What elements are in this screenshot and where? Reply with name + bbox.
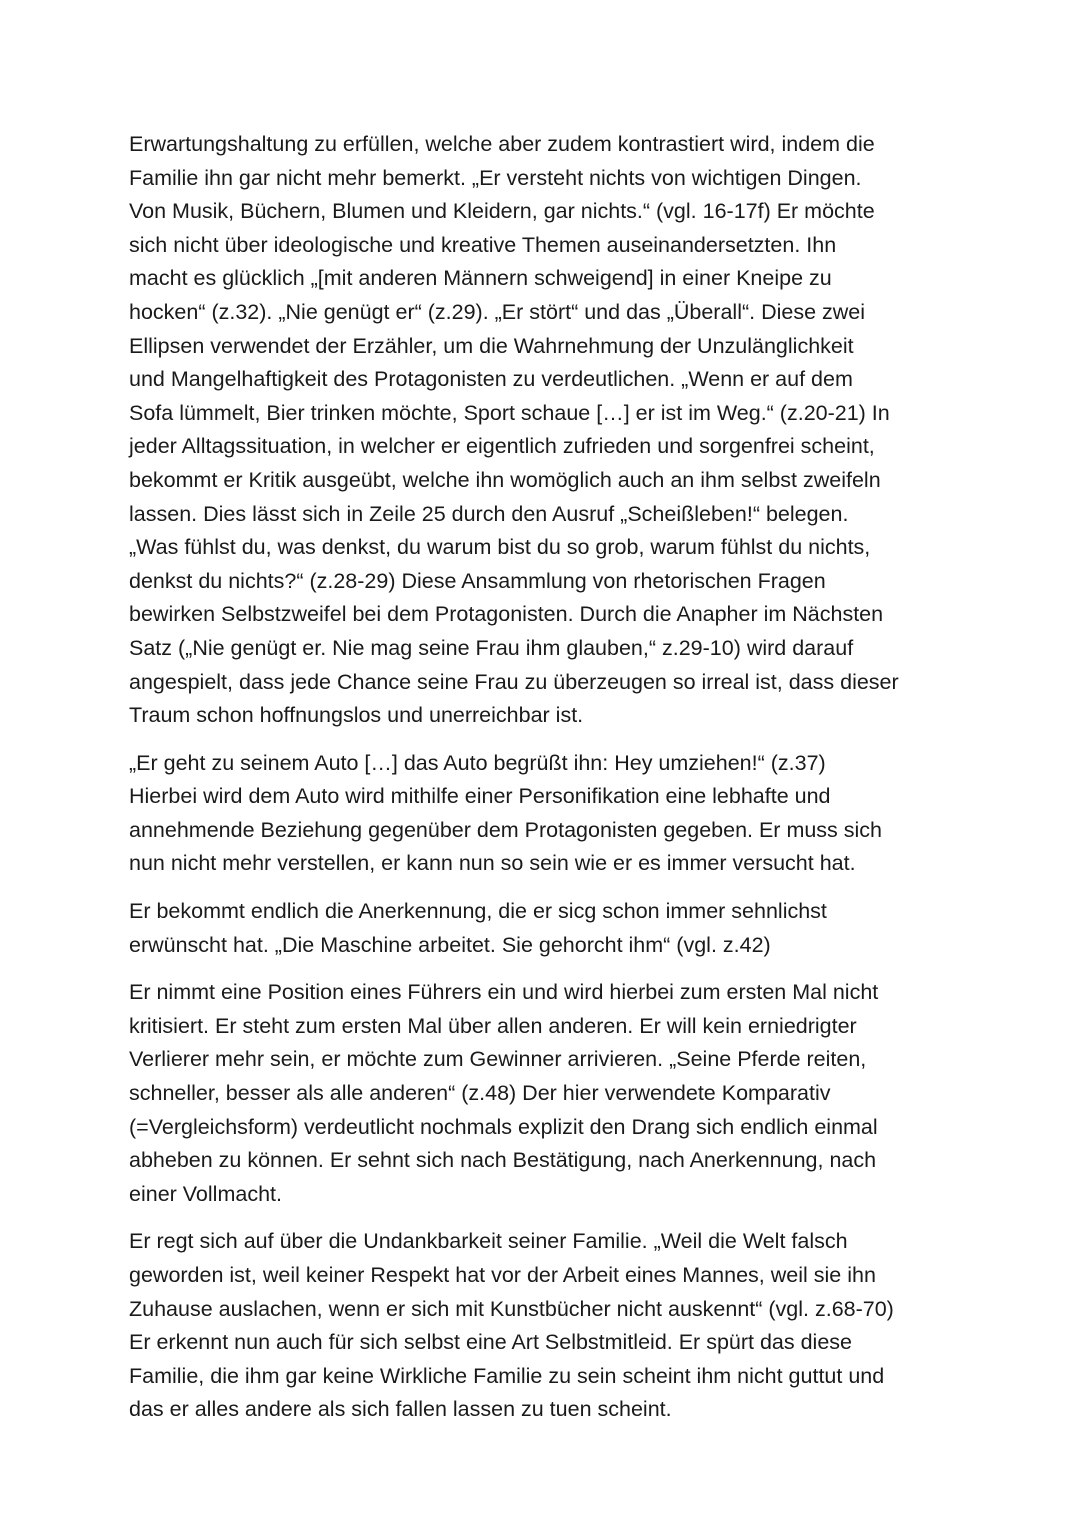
text-line: annehmende Beziehung gegenüber dem Protagonisten gegeben. Er muss sich	[129, 817, 883, 842]
text-line: Erwartungshaltung zu erfüllen, welche aber zudem kontrastiert wird, indem die	[129, 132, 875, 156]
paragraph-recognition	[129, 895, 969, 962]
text-line: „Er geht zu seinem Auto […] das Auto begrüßt ihn: Hey umziehen!“ (z.37)	[129, 750, 826, 775]
text-line: kritisiert. Er steht zum ersten Mal über allen anderen. Er will kein erniedrigter	[129, 1013, 857, 1038]
text-line: Er erkennt nun auch für sich selbst eine Art Selbstmitleid. Er spürt das diese	[129, 1330, 853, 1355]
text-line: Ellipsen verwendet der Erzähler, um die Wahrnehmung der Unzulänglichkeit	[129, 333, 854, 358]
paragraph-analysis-intro	[129, 128, 969, 733]
text-line: Er nimmt eine Position eines Führers ein und wird hierbei zum ersten Mal nicht	[129, 980, 879, 1005]
text-line: bekommt er Kritik ausgeübt, welche ihn womöglich auch an ihm selbst zweifeln	[129, 467, 881, 492]
text-line: Er bekommt endlich die Anerkennung, die er sicg schon immer sehnlichst	[129, 899, 827, 924]
text-line: Verlierer mehr sein, er möchte zum Gewinner arrivieren. „Seine Pferde reiten,	[129, 1047, 867, 1072]
text-line: Zuhause auslachen, wenn er sich mit Kunstbücher nicht auskennt“ (vgl. z.68-70)	[129, 1296, 894, 1321]
text-line: macht es glücklich „[mit anderen Männern schweigend] in einer Kneipe zu	[129, 266, 832, 291]
text-line: Familie, die ihm gar keine Wirkliche Familie zu sein scheint ihm nicht guttut und	[129, 1363, 885, 1388]
text-line: das er alles andere als sich fallen lassen zu tuen scheint.	[129, 1397, 672, 1422]
text-line: Er regt sich auf über die Undankbarkeit seiner Familie. „Weil die Welt falsch	[129, 1229, 848, 1254]
text-line: nun nicht mehr verstellen, er kann nun so sein wie er es immer versucht hat.	[129, 851, 856, 876]
text-line: angespielt, dass jede Chance seine Frau zu überzeugen so irreal ist, dass dieser	[129, 669, 899, 694]
text-line: erwünscht hat. „Die Maschine arbeitet. Sie gehorcht ihm“ (vgl. z.42)	[129, 932, 771, 957]
text-line: denkst du nichts?“ (z.28-29) Diese Ansammlung von rhetorischen Fragen	[129, 568, 826, 593]
text-line: bewirken Selbstzweifel bei dem Protagonisten. Durch die Anapher im Nächsten	[129, 602, 884, 627]
text-line: (=Vergleichsform) verdeutlicht nochmals explizit den Drang sich endlich einmal	[129, 1114, 878, 1139]
paragraph-leader-position	[129, 976, 969, 1211]
text-line: und Mangelhaftigkeit des Protagonisten zu verdeutlichen. „Wenn er auf dem	[129, 367, 853, 392]
text-line: Traum schon hoffnungslos und unerreichbar ist.	[129, 703, 584, 728]
text-line: abheben zu können. Er sehnt sich nach Bestätigung, nach Anerkennung, nach	[129, 1148, 877, 1173]
text-line: lassen. Dies lässt sich in Zeile 25 durch den Ausruf „Scheißleben!“ belegen.	[129, 501, 849, 526]
text-line: Von Musik, Büchern, Blumen und Kleidern, gar nichts.“ (vgl. 16-17f) Er möchte	[129, 199, 875, 224]
text-line: schneller, besser als alle anderen“ (z.48) Der hier verwendete Komparativ	[129, 1081, 831, 1106]
text-line: „Was fühlst du, was denkst, du warum bist du so grob, warum fühlst du nichts,	[129, 535, 871, 560]
paragraph-car-personification	[129, 747, 969, 881]
text-line: Sofa lümmelt, Bier trinken möchte, Sport schaue […] er ist im Weg.“ (z.20-21) In	[129, 400, 890, 425]
paragraph-ingratitude	[129, 1225, 969, 1427]
text-line: sich nicht über ideologische und kreative Themen auseinandersetzten. Ihn	[129, 232, 837, 257]
text-line: einer Vollmacht.	[129, 1181, 282, 1206]
text-line: hocken“ (z.32). „Nie genügt er“ (z.29). „Er stört“ und das „Überall“. Diese zwei	[129, 299, 866, 324]
text-line: Familie ihn gar nicht mehr bemerkt. „Er versteht nichts von wichtigen Dingen.	[129, 165, 862, 190]
text-line: geworden ist, weil keiner Respekt hat vor der Arbeit eines Mannes, weil sie ihn	[129, 1263, 876, 1287]
document-page	[129, 128, 969, 1441]
text-line: jeder Alltagssituation, in welcher er eigentlich zufrieden und sorgenfrei scheint,	[129, 434, 875, 459]
text-line: Hierbei wird dem Auto wird mithilfe einer Personifikation eine lebhafte und	[129, 784, 831, 809]
text-line: Satz („Nie genügt er. Nie mag seine Frau ihm glauben,“ z.29-10) wird darauf	[129, 635, 854, 660]
